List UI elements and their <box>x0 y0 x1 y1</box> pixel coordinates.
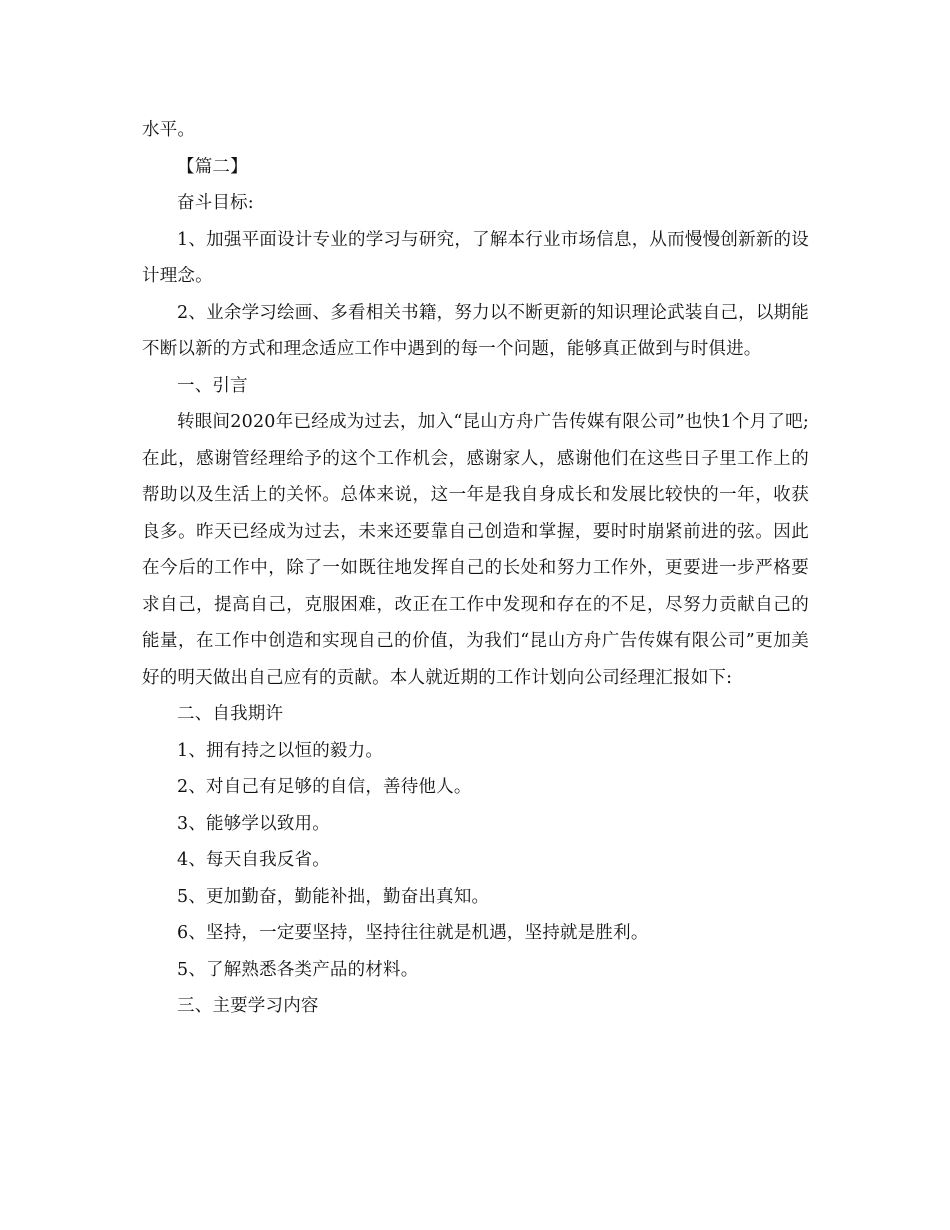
goal-item-2: 2、业余学习绘画、多看相关书籍，努力以不断更新的知识理论武装自己，以期能不断以新的方式和理念适应工作中遇到的每一个问题，能够真正做到与时俱进。 <box>142 302 809 359</box>
expectation-item-1: 1、拥有持之以恒的毅力。 <box>177 740 384 761</box>
expectation-item-5: 5、更加勤奋，勤能补拙，勤奋出真知。 <box>177 886 490 907</box>
goals-heading: 奋斗目标: <box>177 193 254 213</box>
section-heading-introduction: 一、引言 <box>177 375 248 396</box>
expectation-item-4: 4、每天自我反省。 <box>177 850 330 870</box>
section-heading-part-two: 【篇二】 <box>177 156 248 177</box>
expectation-item-7: 5、了解熟悉各类产品的材料。 <box>177 959 419 980</box>
section-heading-main-study: 三、主要学习内容 <box>177 996 319 1016</box>
paragraph-continuation: 水平。 <box>142 120 196 140</box>
expectation-item-6: 6、坚持，一定要坚持，坚持往往就是机遇，坚持就是胜利。 <box>177 923 649 943</box>
expectation-item-3: 3、能够学以致用。 <box>177 813 330 834</box>
section-heading-self-expectation: 二、自我期许 <box>177 704 284 724</box>
goal-item-1: 1、加强平面设计专业的学习与研究，了解本行业市场信息，从而慢慢创新新的设计理念。 <box>142 229 809 286</box>
introduction-paragraph: 转眼间2020年已经成为过去，加入“昆山方舟广告传媒有限公司”也快1个月了吧;在此，感谢管经理给予的这个工作机会，感谢家人，感谢他们在这些日子里工作上的帮助以及生活上的关怀。总体来说，这一年是我自身成长和发展比较快的一年，收获良多。昨天已经成为过去，未来还要靠自己创造和掌握，要时时崩紧前进的弦。因此在今后的工作中，除了一如既往地发挥自己的长处和努力工作外，更要进一步严格要求自己，提高自己，克服困难，改正在工作中发现和存在的不足，尽努力贡献自己的能量，在工作中创造和实现自己的价值，为我们“昆山方舟广告传媒有限公司”更加美好的明天做出自己应有的贡献。本人就近期的工作计划向公司经理汇报如下: <box>142 412 809 688</box>
expectation-item-2: 2、对自己有足够的自信，善待他人。 <box>177 777 472 797</box>
document-body <box>142 112 809 1025</box>
